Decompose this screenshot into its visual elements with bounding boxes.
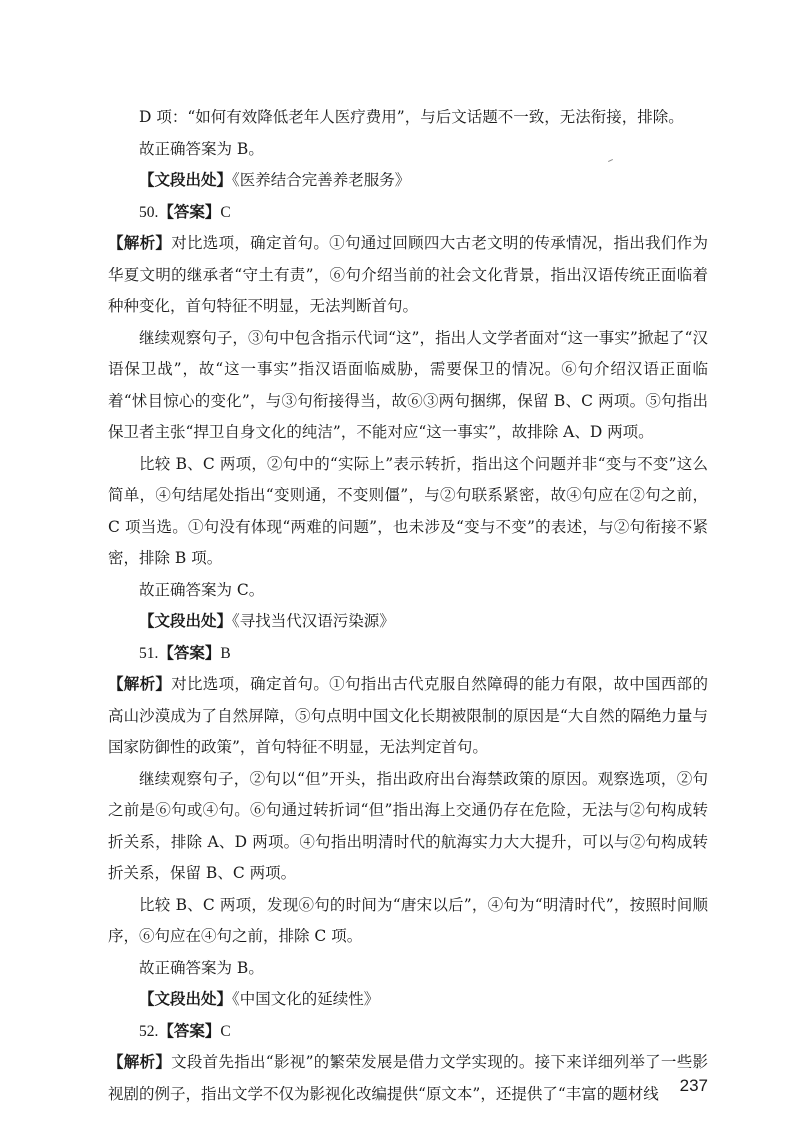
source-tag: 【文段出处】 (139, 990, 233, 1008)
page-number: 237 (679, 1076, 708, 1095)
answer-line (108, 197, 708, 229)
analysis-tag: 【解析】 (108, 234, 172, 252)
question-number: 51. (139, 644, 159, 662)
answer-line (108, 1016, 708, 1048)
source-title: 《寻找当代汉语污染源》 (232, 612, 395, 630)
source-line (108, 606, 708, 638)
paragraph (108, 764, 708, 890)
paragraph (108, 890, 708, 953)
paragraph (108, 953, 708, 985)
answer-tag: 【答案】 (158, 202, 221, 221)
paragraph-text: 继续观察句子，②句以“但”开头，指出政府出台海禁政策的原因。观察选项，②句之前是⑥句或④句。⑥句通过转折词“但”指出海上交通仍存在危险，无法与②句构成转折关系，排除 A、D 两项。④句指出明清时代的航海实力大大提升，可以与②句构成转折关系，保留 B、C 两项。 (108, 769, 708, 882)
analysis-tag: 【解析】 (108, 1053, 172, 1071)
answer-value: B (220, 644, 231, 662)
question-number: 52. (139, 1022, 159, 1040)
paragraph-text: 比较 B、C 两项，②句中的“实际上”表示转折，指出这个问题并非“变与不变”这么简单，④句结尾处指出“变则通，不变则僵”，与②句联系紧密，故④句应在②句之前，C 项当选。①句没有体现“两难的问题”，也未涉及“变与不变”的表述，与②句衔接不紧密，排除 B 项。 (108, 454, 708, 567)
analysis-text: 对比选项，确定首句。①句通过回顾四大古老文明的传承情况，指出我们作为华夏文明的继承者“守土有责”，⑥句介绍当前的社会文化背景，指出汉语传统正面临着种种变化，首句特征不明显，无法判断首句。 (108, 234, 708, 315)
answer-value: C (220, 1022, 231, 1040)
analysis-paragraph (108, 1047, 708, 1110)
paragraph-text: 故正确答案为 B。 (139, 139, 264, 158)
paragraph-text: 故正确答案为 B。 (139, 958, 264, 977)
question-number: 50. (139, 203, 159, 221)
paragraph-text: 比较 B、C 两项，发现⑥句的时间为“唐宋以后”，④句为“明清时代”，按照时间顺序，⑥句应在④句之前，排除 C 项。 (108, 895, 708, 945)
source-title: 《中国文化的延续性》 (232, 990, 380, 1008)
analysis-paragraph (108, 228, 708, 323)
paragraph-text: D 项：“如何有效降低老年人医疗费用”，与后文话题不一致，无法衔接，排除。 (139, 108, 684, 126)
paragraph (108, 575, 708, 607)
answer-line (108, 638, 708, 670)
source-title: 《医养结合完善养老服务》 (232, 171, 411, 189)
paragraph (108, 102, 708, 134)
answer-tag: 【答案】 (158, 1021, 221, 1040)
paragraph-text: 故正确答案为 C。 (139, 580, 265, 599)
source-tag: 【文段出处】 (139, 612, 233, 630)
analysis-tag: 【解析】 (108, 675, 172, 693)
paragraph (108, 449, 708, 575)
source-line (108, 165, 708, 197)
paragraph-text: 继续观察句子，③句中包含指示代词“这”，指出人文学者面对“这一事实”掀起了“汉语保卫战”，故“这一事实”指汉语面临威胁，需要保卫的情况。⑥句介绍汉语正面临着“怵目惊心的变化”，与③句衔接得当，故⑥③两句捆绑，保留 B、C 两项。⑤句指出保卫者主张“捍卫自身文化的纯洁”，不能对应“这一事实”，故排除 A、D 两项。 (108, 328, 708, 441)
answer-tag: 【答案】 (158, 643, 221, 662)
paragraph (108, 323, 708, 449)
source-tag: 【文段出处】 (139, 171, 233, 189)
paragraph (108, 134, 708, 166)
analysis-text: 对比选项，确定首句。①句指出古代克服自然障碍的能力有限，故中国西部的高山沙漠成为了自然屏障，⑤句点明中国文化长期被限制的原因是“大自然的隔绝力量与国家防御性的政策”，首句特征不明显，无法判定首句。 (108, 675, 708, 756)
source-line (108, 984, 708, 1016)
answer-value: C (220, 203, 231, 221)
analysis-text: 文段首先指出“影视”的繁荣发展是借力文学实现的。接下来详细列举了一些影视剧的例子，指出文学不仅为影视化改编提供“原文本”，还提供了“丰富的题材线 (108, 1053, 708, 1103)
page-content (108, 102, 708, 1110)
analysis-paragraph (108, 669, 708, 764)
